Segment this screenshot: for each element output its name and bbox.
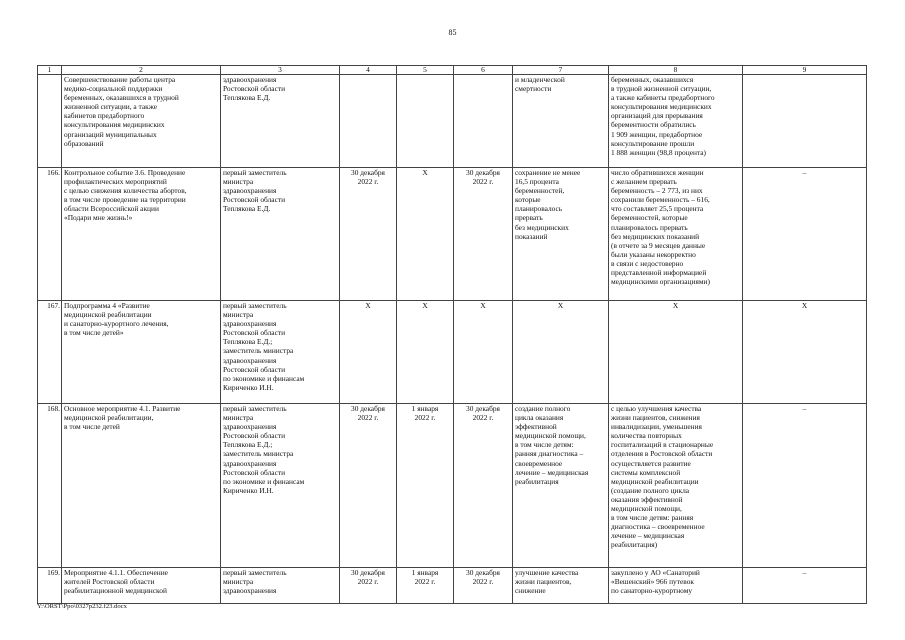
responsible-person: первый заместитель министра здравоохранения Ростовской области Теплякова Е.Д. (221, 168, 340, 301)
planned-date: X (340, 301, 397, 404)
notes (743, 75, 867, 168)
notes: – (743, 404, 867, 568)
expected-result: создание полного цикла оказания эффективной медицинской помощи, в том числе детям: ранняя диагностика – своевременное лечение – медицинская реабилитация (513, 404, 609, 568)
activity-name: Контрольное событие 3.6. Проведение профилактических мероприятий с целью снижения количества абортов, в том числе проведение на территории области Всероссийской акции «Подари мне жизнь!» (62, 168, 221, 301)
file-path-footer: Y:\ORST\Ppo\0327p232.f23.docx (37, 603, 127, 610)
expected-result: и младенческой смертности (513, 75, 609, 168)
column-header: 8 (609, 66, 743, 75)
actual-end-date (454, 75, 513, 168)
actual-result: закуплено у АО «Санаторий «Вешенский» 966 путевок по санаторно-курортному (609, 568, 743, 604)
actual-start-date (397, 75, 454, 168)
notes: – (743, 168, 867, 301)
row-number: 166. (38, 168, 62, 301)
activity-name: Совершенствование работы центра медико-социальной поддержки беременных, оказавшихся в трудной жизненной ситуации, а также кабинетов предабортного консультирования медицинских организаций муниципальных образований (62, 75, 221, 168)
responsible-person: первый заместитель министра здравоохранения Ростовской области Теплякова Е.Д.; заместитель министра здравоохранения Ростовской области по экономике и финансам Кириченко И.Н. (221, 404, 340, 568)
actual-result: с целью улучшения качества жизни пациентов, снижения инвалидизации, уменьшения количества повторных госпитализаций в стационарные отделения в Ростовской области осуществляется развитие системы комплексной медицинской реабилитации (создание полного цикла оказания эффективной медицинской помощи, в том числе детям: ранняя диагностика – своевременное лечение – медицинская реабилитация) (609, 404, 743, 568)
row-number (38, 75, 62, 168)
column-header: 1 (38, 66, 62, 75)
column-header: 3 (221, 66, 340, 75)
column-header: 2 (62, 66, 221, 75)
planned-date (340, 75, 397, 168)
column-header: 5 (397, 66, 454, 75)
planned-date: 30 декабря 2022 г. (340, 568, 397, 604)
page-number: 85 (448, 28, 457, 37)
column-header: 6 (454, 66, 513, 75)
actual-end-date: 30 декабря 2022 г. (454, 404, 513, 568)
table-row (38, 168, 867, 301)
responsible-person: первый заместитель министра здравоохранения (221, 568, 340, 604)
column-header: 4 (340, 66, 397, 75)
table-row (38, 75, 867, 168)
actual-end-date: 30 декабря 2022 г. (454, 568, 513, 604)
expected-result: улучшение качества жизни пациентов, снижение (513, 568, 609, 604)
notes: X (743, 301, 867, 404)
actual-end-date: 30 декабря 2022 г. (454, 168, 513, 301)
activity-name: Основное мероприятие 4.1. Развитие медицинской реабилитации, в том числе детей (62, 404, 221, 568)
table-row (38, 301, 867, 404)
actual-result: число обратившихся женщин с желанием прервать беременность – 2 773, из них сохранили беременность – 616, что составляет 25,5 процента беременностей, которые планировалось прервать без медицинских показаний (в отчете за 9 месяцев данные были указаны некорректно в связи с недостоверно представленной информацией медицинскими организациями) (609, 168, 743, 301)
notes: – (743, 568, 867, 604)
actual-start-date: X (397, 168, 454, 301)
actual-end-date: X (454, 301, 513, 404)
activity-name: Подпрограмма 4 «Развитие медицинской реабилитации и санаторно-курортного лечения, в том числе детей» (62, 301, 221, 404)
planned-date: 30 декабря 2022 г. (340, 404, 397, 568)
actual-start-date: 1 января 2022 г. (397, 404, 454, 568)
responsible-person: здравоохранения Ростовской области Теплякова Е.Д. (221, 75, 340, 168)
planned-date: 30 декабря 2022 г. (340, 168, 397, 301)
column-header: 7 (513, 66, 609, 75)
expected-result: сохранение не менее 16,5 процента беременностей, которые планировалось прервать без медицинских показаний (513, 168, 609, 301)
actual-result: беременных, оказавшихся в трудной жизненной ситуации, а также кабинеты предабортного консультирования медицинских организаций для прерывания берементности обратились 1 909 женщин, предабортное консультирование прошли 1 888 женщин (98,8 процента) (609, 75, 743, 168)
table-row (38, 404, 867, 568)
row-number: 168. (38, 404, 62, 568)
actual-start-date: X (397, 301, 454, 404)
table-header-row (38, 66, 867, 75)
table-row (38, 568, 867, 604)
activity-name: Мероприятие 4.1.1. Обеспечение жителей Ростовской области реабилитационной медицинской (62, 568, 221, 604)
actual-result: X (609, 301, 743, 404)
expected-result: X (513, 301, 609, 404)
row-number: 169. (38, 568, 62, 604)
responsible-person: первый заместитель министра здравоохранения Ростовской области Теплякова Е.Д.; заместитель министра здравоохранения Ростовской области по экономике и финансам Кириченко И.Н. (221, 301, 340, 404)
column-header: 9 (743, 66, 867, 75)
actual-start-date: 1 января 2022 г. (397, 568, 454, 604)
report-table (37, 65, 867, 604)
row-number: 167. (38, 301, 62, 404)
